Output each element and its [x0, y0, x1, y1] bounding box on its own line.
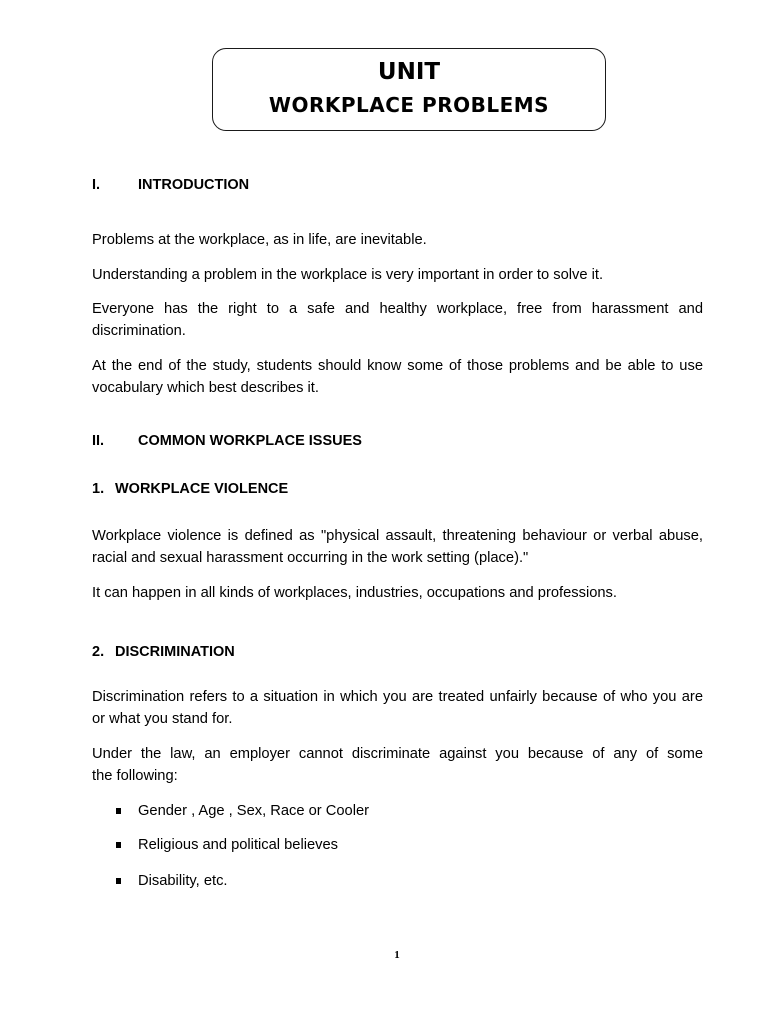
paragraph-line: At the end of the study, students should know some of those problems and be able to use — [92, 358, 703, 374]
title-main: WORKPLACE PROBLEMS — [268, 93, 550, 117]
section-title: COMMON WORKPLACE ISSUES — [138, 433, 362, 449]
paragraph-line: discrimination. — [92, 323, 186, 339]
paragraph — [92, 743, 703, 787]
paragraph — [92, 264, 703, 286]
paragraph-line: the following: — [92, 768, 178, 784]
subsection-heading-discrimination — [92, 641, 703, 663]
paragraph-line: Understanding a problem in the workplace is very important in order to solve it. — [92, 267, 604, 283]
paragraph — [92, 229, 703, 251]
bullet-item — [92, 834, 703, 856]
bullet-text: Disability, etc. — [138, 873, 228, 889]
paragraph — [92, 298, 703, 342]
subsection-title: DISCRIMINATION — [115, 644, 235, 660]
section-heading-introduction — [92, 174, 703, 196]
subsection-heading-workplace-violence — [92, 478, 703, 500]
paragraph — [92, 686, 703, 730]
section-number: I. — [92, 177, 101, 193]
paragraph — [92, 525, 703, 569]
paragraph-line: Under the law, an employer cannot discriminate against you because of any of some — [92, 746, 703, 762]
title-unit: UNIT — [377, 59, 441, 85]
paragraph-line: It can happen in all kinds of workplaces, industries, occupations and professions. — [92, 585, 617, 601]
paragraph — [92, 582, 703, 604]
paragraph-line: or what you stand for. — [92, 711, 233, 727]
subsection-number: 2. — [92, 644, 105, 660]
subsection-number: 1. — [92, 481, 105, 497]
paragraph-line: Workplace violence is defined as "physical assault, threatening behaviour or verbal abuse, — [92, 528, 703, 544]
section-heading-common-issues — [92, 430, 703, 452]
subsection-title: WORKPLACE VIOLENCE — [115, 481, 289, 497]
paragraph — [92, 355, 703, 399]
title-box — [212, 48, 606, 131]
paragraph-line: vocabulary which best describes it. — [92, 380, 319, 396]
bullet-item — [92, 870, 703, 892]
section-number: II. — [92, 433, 105, 449]
page-number: 1 — [394, 949, 400, 961]
section-title: INTRODUCTION — [138, 177, 250, 193]
square-bullet-icon — [116, 878, 121, 884]
square-bullet-icon — [116, 808, 121, 814]
paragraph-line: Everyone has the right to a safe and healthy workplace, free from harassment and — [92, 301, 703, 317]
bullet-text: Gender , Age , Sex, Race or Cooler — [138, 803, 370, 819]
bullet-text: Religious and political believes — [138, 837, 339, 853]
paragraph-line: racial and sexual harassment occurring in the work setting (place)." — [92, 550, 529, 566]
square-bullet-icon — [116, 842, 121, 848]
bullet-item — [92, 800, 703, 822]
paragraph-line: Discrimination refers to a situation in which you are treated unfairly because of who you are — [92, 689, 703, 705]
paragraph-line: Problems at the workplace, as in life, are inevitable. — [92, 232, 427, 248]
